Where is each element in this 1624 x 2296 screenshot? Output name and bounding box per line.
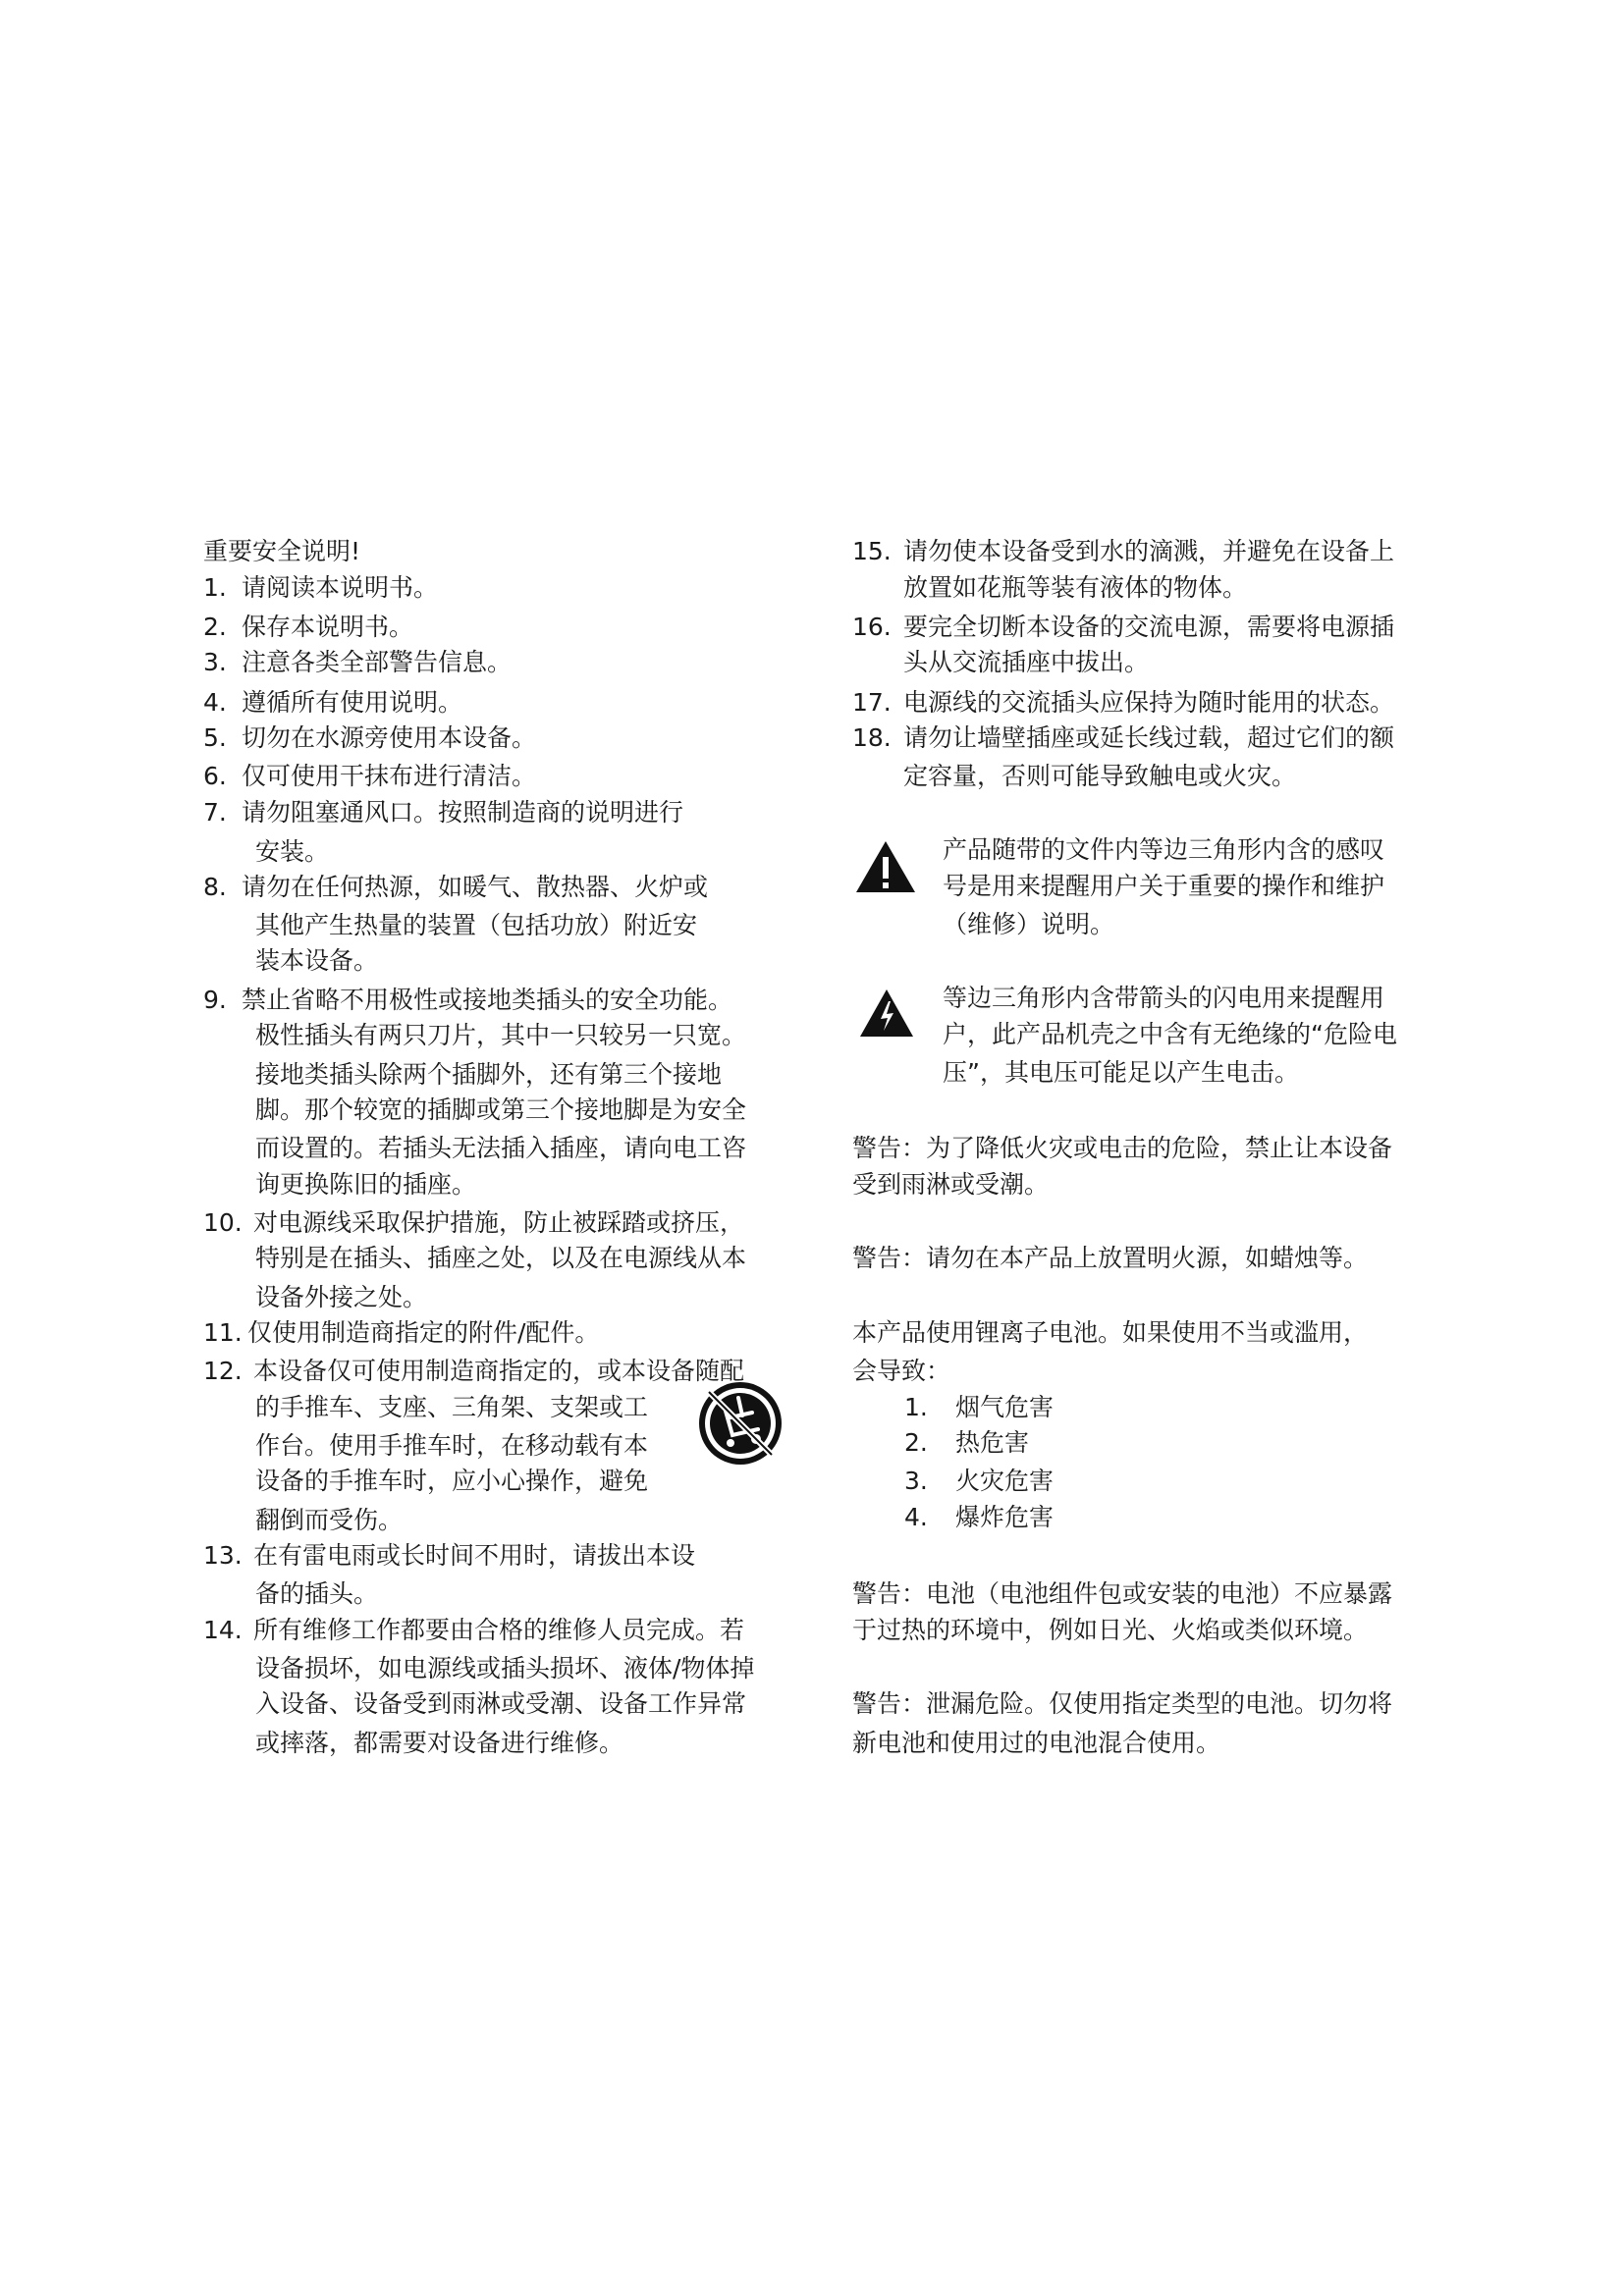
item-number: 18. [852,723,892,752]
hazard-number: 1. [904,1393,928,1421]
list-item-text: 或摔落，都需要对设备进行维修。 [255,1729,624,1757]
list-item-text: 而设置的。若插头无法插入插座，请向电工咨 [255,1134,747,1162]
symbol-lightning-text: 户，此产品机壳之中含有无绝缘的“危险电 [943,1020,1397,1048]
item-number: 2. [203,613,227,641]
list-item-text: 装本设备。 [255,946,379,975]
warning-text: 警告：电池（电池组件包或安装的电池）不应暴露 [852,1579,1393,1608]
list-item-text: 作台。使用手推车时，在移动载有本 [255,1431,649,1460]
warning-text: 新电池和使用过的电池混合使用。 [852,1729,1221,1757]
hazard-item: 火灾危害 [955,1467,1055,1495]
list-item-text: 翻倒而受伤。 [255,1506,404,1534]
item-number: 14. [203,1616,243,1644]
list-item-text: 的手推车、支座、三角架、支架或工 [255,1393,649,1421]
warning-text: 受到雨淋或受潮。 [852,1170,1050,1199]
list-item-text: 备的插头。 [255,1579,379,1608]
list-item-text: 请阅读本说明书。 [242,573,439,602]
list-item-text: 接地类插头除两个插脚外，还有第三个接地 [255,1060,723,1089]
list-item-text: 特别是在插头、插座之处，以及在电源线从本 [255,1244,747,1272]
item-number: 12. [203,1357,243,1385]
exclamation-triangle-icon [854,839,917,894]
list-item-text: 电源线的交流插头应保持为随时能用的状态。 [903,688,1395,717]
list-item-text: 在有雷电雨或长时间不用时，请拔出本设 [253,1541,696,1570]
safety-heading: 重要安全说明! [203,537,361,565]
battery-intro-text: 会导致： [852,1357,951,1385]
item-number: 17. [852,688,892,717]
item-number: 8. [203,873,227,901]
symbol-lightning-text: 等边三角形内含带箭头的闪电用来提醒用 [943,984,1385,1012]
hazard-number: 3. [904,1467,928,1495]
item-number: 10. [203,1208,243,1237]
list-item-text: 保存本说明书。 [242,613,414,641]
list-item-text: 其他产生热量的装置（包括功放）附近安 [255,911,698,939]
symbol-lightning-text: 压”，其电压可能足以产生电击。 [943,1058,1299,1087]
item-number: 13. [203,1541,243,1570]
warning-text: 于过热的环境中，例如日光、火焰或类似环境。 [852,1616,1369,1644]
list-item-text: 仅可使用干抹布进行清洁。 [242,762,537,790]
list-item-text: 仅使用制造商指定的附件/配件。 [247,1318,600,1347]
hazard-item: 爆炸危害 [955,1503,1055,1531]
list-item-text: 设备外接之处。 [255,1283,428,1311]
list-item-text: 入设备、设备受到雨淋或受潮、设备工作异常 [255,1689,747,1718]
list-item-text: 脚。那个较宽的插脚或第三个接地脚是为安全 [255,1095,747,1124]
list-item-text: 遵循所有使用说明。 [242,688,463,717]
item-number: 6. [203,762,227,790]
hazard-number: 4. [904,1503,928,1531]
list-item-text: 要完全切断本设备的交流电源，需要将电源插 [903,613,1395,641]
list-item-text: 请勿让墙壁插座或延长线过载，超过它们的额 [903,723,1395,752]
lightning-triangle-icon [858,988,915,1039]
warning-text: 警告：为了降低火灾或电击的危险，禁止让本设备 [852,1134,1393,1162]
list-item-text: 切勿在水源旁使用本设备。 [242,723,537,752]
list-item-text: 请勿使本设备受到水的滴溅，并避免在设备上 [903,537,1395,565]
item-number: 3. [203,648,227,676]
warning-text: 警告：泄漏危险。仅使用指定类型的电池。切勿将 [852,1689,1393,1718]
item-number: 9. [203,986,227,1014]
battery-intro-text: 本产品使用锂离子电池。如果使用不当或滥用， [852,1318,1369,1347]
list-item-text: 请勿阻塞通风口。按照制造商的说明进行 [242,798,684,827]
list-item-text: 极性插头有两只刀片，其中一只较另一只宽。 [255,1021,747,1049]
item-number: 1. [203,573,227,602]
list-item-text: 禁止省略不用极性或接地类插头的安全功能。 [242,986,733,1014]
list-item-text: 所有维修工作都要由合格的维修人员完成。若 [253,1616,745,1644]
hazard-item: 烟气危害 [955,1393,1055,1421]
hazard-item: 热危害 [955,1428,1030,1457]
list-item-text: 设备的手推车时，应小心操作，避免 [255,1467,649,1495]
list-item-text: 询更换陈旧的插座。 [255,1170,477,1199]
list-item-text: 放置如花瓶等装有液体的物体。 [903,573,1248,602]
list-item-text: 本设备仅可使用制造商指定的，或本设备随配 [253,1357,745,1385]
item-number: 5. [203,723,227,752]
list-item-text: 请勿在任何热源，如暖气、散热器、火炉或 [242,873,709,901]
symbol-exclamation-text: 产品随带的文件内等边三角形内含的感叹 [943,835,1385,864]
item-number: 16. [852,613,892,641]
list-item-text: 定容量，否则可能导致触电或火灾。 [903,762,1297,790]
list-item-text: 头从交流插座中拔出。 [903,648,1150,676]
item-number: 4. [203,688,227,717]
cart-tip-over-warning-icon [695,1378,785,1468]
symbol-exclamation-text: （维修）说明。 [943,910,1115,938]
warning-text: 警告：请勿在本产品上放置明火源，如蜡烛等。 [852,1244,1369,1272]
item-number: 7. [203,798,227,827]
list-item-text: 安装。 [255,837,330,866]
item-number: 15. [852,537,892,565]
list-item-text: 设备损坏，如电源线或插头损坏、液体/物体掉 [255,1654,755,1682]
list-item-text: 注意各类全部警告信息。 [242,648,513,676]
item-number: 11. [203,1318,243,1347]
list-item-text: 对电源线采取保护措施，防止被踩踏或挤压， [253,1208,745,1237]
hazard-number: 2. [904,1428,928,1457]
symbol-exclamation-text: 号是用来提醒用户关于重要的操作和维护 [943,872,1385,900]
